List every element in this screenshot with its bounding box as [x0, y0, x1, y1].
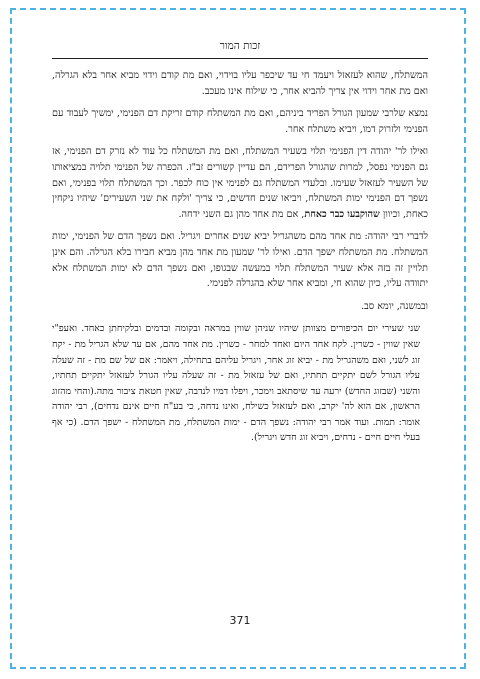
page-body: [52, 68, 428, 453]
bold-phrase: שהוקבעו כבר כאחת: [304, 208, 380, 220]
paragraph-5: ובמשנה, יומא סב.: [361, 300, 428, 312]
paragraph-1: המשתלח, שהוא לעזאזל ויעמד חי עד שיכפר עליו בוידוי, ואם מת קודם וידוי מביא אחר בלא הגרלה, ואם מת אחר וידוי אין צריך להביא אחר, כי שילוח אינו מעכב.: [52, 70, 428, 97]
paragraph-3-tail: , אם מת אחד מהן גם השני ידחה.: [178, 208, 305, 220]
paragraph-4: לדברי רבי יהודה: מת אחד מהם משהגריל יביא שנים אחרים ויגריל. ואם נשפך הדם של הפנימי, ימות המשתלח. מת המשתלח ישפך הדם. ואילו לר' שמעון מת אחד מהן מביא חבירו בלא הגרלה. והם אינן תלויין זה בזה אלא שעיר המשתלח תלוי במעשה שבגופו, ואם נשפך הדם לא ימות המשתלח אלא יתוודה עליו, כיון שהוא חי, ומביא אחר שלא בהגרלה לפנימי.: [52, 231, 428, 290]
paragraph-3: [52, 144, 428, 222]
paragraph-3-text: ואילו לר' יהודה דין הפנימי תלוי בשעיר המשתלח, ואם מת המשתלח כל עוד לא נזרק דם הפנימי, אז גם הפנימי נפסל, למרות שהגורל הפרידם, הם עדיין קשורים זב"ז. הכפרה של הפנימי תלויה במציאותו של השעיר לעזאזל שעימו. ובלעדי המשתלח גם לפנימי אין כוח לכפר. וכך המשתלח תלוי בפנימי, ואם נשפך דם הפנימי ימות המשתלח, ויביאו שנים חדשים, כי צריך 'ולקח את שני השעירים' שיהיו ניקחין כאחת, וכיוון: [52, 146, 428, 220]
paragraph-2: נמצא שלרבי שמעון הגורל הפריד ביניהם, ואם מת המשתלח קודם זריקת דם הפנימי, ימשיך לעבוד עם הפנימי ולזרוק דמו, ויביא משתלח אחר.: [52, 108, 428, 135]
running-header: זכות המור: [219, 40, 261, 52]
mishna-quote: שני שעירי יום הכיפורים מצוותן שיהיו שניהן שווין במראה ובקומה ובדמים ובלקיחתן כאחד. ואעפ"י שאין שווין - כשרין. לקח אחד היום ואחד למחר - כשרין. מת אחד מהם, אם עד שלא הגריל מת - יקח זוג לשני, ואם משהגריל מת - יביא זוג אחר, ויגריל עליהם בתחילה, ויאמר: אם של שם מת - זה שעלה עליו הגורל לשם יתקיים תחתיו, ואם של עזאזל מת - זה שעלה עליו הגורל לעזאזל יתקיים תחתיו, והשני (שבזוג החדש) ירעה עד שיסתאב וימכר, ויפלו דמיו לנדבה, שאין חטאת ציבור מתה.(והחי מהזוג הראשון, אם הוא לה' יקרב, ואם לעזאזל כשילח, ואינו נדחה, כי בע"ח חיים אינם נדחים), רבי יהודה אומר: תמות. ועוד אמר רבי יהודה: נשפך הדם - ימות המשתלח, מת המשתלח - ישפך הדם. (כי אף בעלי חיים חיים - נדחים, ויביא זוג חדש ויגריל).: [52, 323, 420, 444]
page-number: 371: [229, 614, 251, 627]
header-rule: [52, 58, 428, 59]
